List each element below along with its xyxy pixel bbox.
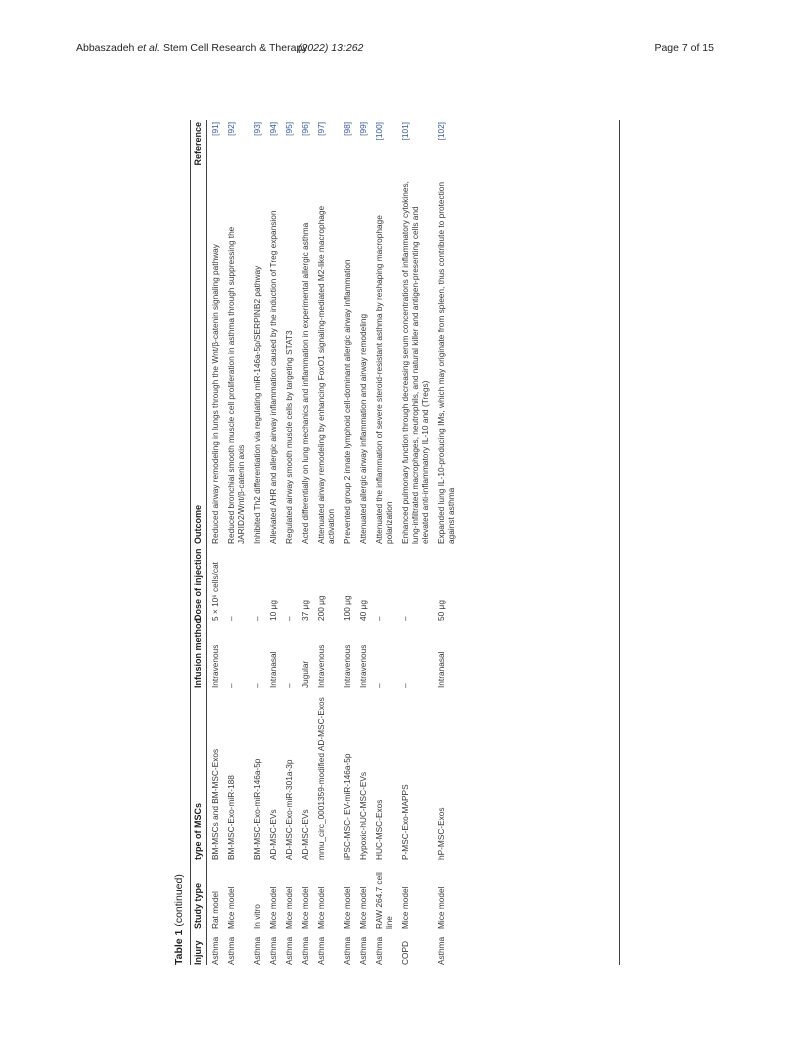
cell-reference-link[interactable]: [95] bbox=[284, 122, 294, 136]
header-etal: et al. bbox=[137, 42, 161, 54]
header-authors: Abbaszadeh bbox=[76, 42, 135, 54]
cell-msc-type: AD-MSC-EVs bbox=[268, 809, 278, 860]
header-journal: Stem Cell Research & Therapy bbox=[163, 42, 308, 54]
cell-study-type: Mice model bbox=[342, 886, 352, 929]
table-row bbox=[397, 120, 433, 965]
cell-msc-type: Hypoxic-hUC-MSC-EVs bbox=[358, 771, 368, 860]
cell-study-type: Mice model bbox=[226, 886, 236, 929]
data-table bbox=[192, 120, 459, 965]
cell-injury: Asthma bbox=[358, 936, 368, 965]
cell-injury: Asthma bbox=[316, 936, 326, 965]
cell-infusion: Intravenous bbox=[358, 644, 368, 688]
cell-injury: Asthma bbox=[226, 936, 236, 965]
table-row bbox=[355, 120, 371, 965]
cell-reference-link[interactable]: [97] bbox=[316, 122, 326, 136]
cell-infusion: Jugular bbox=[300, 660, 310, 688]
cell-msc-type: BM-MSC-Exo-miR-146a-5p bbox=[252, 758, 262, 860]
cell-msc-type: mmu_circ_0001359-modified AD-MSC-Exos bbox=[316, 697, 326, 860]
cell-dose: – bbox=[252, 616, 262, 621]
cell-outcome: Acted differentially on lung mechanics and inflammation in experimental allergic asthma bbox=[300, 222, 310, 544]
cell-reference-link[interactable]: [102] bbox=[436, 122, 446, 141]
cell-outcome: Alleviated AHR and allergic airway inflammation caused by the induction of Treg expansion bbox=[268, 210, 278, 544]
cell-study-type: Mice model bbox=[316, 886, 326, 929]
table-label: Table 1 bbox=[173, 929, 185, 965]
header-year-volume: (2022) 13:262 bbox=[298, 42, 364, 54]
page-number: Page 7 of 15 bbox=[654, 42, 714, 54]
cell-msc-type: HUC-MSC-Exos bbox=[374, 799, 384, 860]
cell-study-type: Mice model bbox=[300, 886, 310, 929]
cell-dose: – bbox=[374, 616, 384, 621]
col-header-type-of-mscs: type of MSCs bbox=[192, 688, 207, 860]
cell-msc-type: iPSC-MSC- EV-miR-146a-5p bbox=[342, 753, 352, 860]
cell-study-type: Mice model bbox=[284, 886, 294, 929]
cell-dose: – bbox=[400, 616, 410, 621]
table-continued: (continued) bbox=[173, 874, 185, 927]
cell-dose: 37 μg bbox=[300, 600, 310, 621]
cell-outcome: Prevented group 2 innate lymphoid cell-dominant allergic airway inflammation bbox=[342, 259, 352, 544]
col-header-infusion-method: Infusion method bbox=[192, 621, 207, 688]
table-row bbox=[223, 120, 249, 965]
cell-reference-link[interactable]: [101] bbox=[400, 122, 410, 141]
cell-injury: Asthma bbox=[210, 936, 220, 965]
table-row bbox=[339, 120, 355, 965]
cell-msc-type: P-MSC-Exo-MAPPS bbox=[400, 784, 410, 860]
cell-study-type: Mice model bbox=[400, 886, 410, 929]
cell-study-type: In vitro bbox=[252, 904, 262, 929]
col-header-reference: Reference bbox=[192, 120, 207, 174]
cell-outcome: Inhibited Th2 differentiation via regulating miR-146a-5p/SERPINB2 pathway bbox=[252, 265, 262, 544]
cell-msc-type: AD-MSC-Exo-miR-301a-3p bbox=[284, 759, 294, 860]
col-header-outcome: Outcome bbox=[192, 174, 207, 544]
cell-outcome: Expanded lung IL-10-producing IMs, which may originate from spleen, thus contribute to protection against asthma bbox=[436, 181, 456, 544]
table-row bbox=[281, 120, 297, 965]
col-header-study-type: Study type bbox=[192, 860, 207, 929]
cell-reference-link[interactable]: [96] bbox=[300, 122, 310, 136]
cell-study-type: RAW 264.7 cell line bbox=[374, 872, 394, 929]
cell-dose: – bbox=[226, 616, 236, 621]
page-header bbox=[76, 42, 714, 56]
cell-reference-link[interactable]: [99] bbox=[358, 122, 368, 136]
cell-dose: – bbox=[284, 616, 294, 621]
cell-infusion: – bbox=[284, 683, 294, 688]
cell-outcome: Attenuated allergic airway inflammation and airway remodeling bbox=[358, 313, 368, 544]
cell-study-type: Mice model bbox=[436, 886, 446, 929]
cell-dose: 50 μg bbox=[436, 600, 446, 621]
cell-injury: Asthma bbox=[374, 936, 384, 965]
cell-injury: Asthma bbox=[284, 936, 294, 965]
cell-injury: Asthma bbox=[342, 936, 352, 965]
table-row bbox=[249, 120, 265, 965]
cell-infusion: Intravenous bbox=[342, 644, 352, 688]
cell-dose: 5 × 10⁶ cells/cat bbox=[210, 562, 220, 621]
table-caption bbox=[173, 874, 189, 965]
cell-infusion: – bbox=[226, 683, 236, 688]
table-row bbox=[313, 120, 339, 965]
cell-dose: 200 μg bbox=[316, 595, 326, 621]
cell-infusion: – bbox=[374, 683, 384, 688]
cell-outcome: Attenuated the inflammation of severe steroid-resistant asthma by reshaping macrophage polarization bbox=[374, 215, 394, 544]
bottom-rule bbox=[619, 120, 620, 965]
table-row bbox=[297, 120, 313, 965]
cell-dose: 10 μg bbox=[268, 600, 278, 621]
cell-reference-link[interactable]: [92] bbox=[226, 122, 236, 136]
cell-infusion: – bbox=[252, 683, 262, 688]
top-rule bbox=[190, 120, 191, 965]
running-head bbox=[76, 42, 308, 54]
table-row bbox=[207, 120, 224, 965]
cell-study-type: Mice model bbox=[358, 886, 368, 929]
cell-outcome: Reduced airway remodeling in lungs through the Wnt/β-catenin signaling pathway bbox=[210, 244, 220, 544]
cell-injury: COPD bbox=[400, 941, 410, 965]
cell-outcome: Attenuated airway remodeling by enhancing FoxO1 signaling-mediated M2-like macrophage activation bbox=[316, 205, 336, 544]
rotated-table-container bbox=[173, 120, 620, 965]
cell-outcome: Regulated airway smooth muscle cells by targeting STAT3 bbox=[284, 330, 294, 544]
cell-infusion: Intranasal bbox=[436, 651, 446, 688]
cell-injury: Asthma bbox=[300, 936, 310, 965]
cell-injury: Asthma bbox=[268, 936, 278, 965]
cell-study-type: Rat model bbox=[210, 891, 220, 929]
cell-infusion: Intravenous bbox=[316, 644, 326, 688]
cell-infusion: Intranasal bbox=[268, 651, 278, 688]
table-row bbox=[371, 120, 397, 965]
cell-infusion: Intravenous bbox=[210, 644, 220, 688]
col-header-dose: Dose of injection bbox=[192, 544, 207, 621]
cell-reference-link[interactable]: [91] bbox=[210, 122, 220, 136]
cell-injury: Asthma bbox=[436, 936, 446, 965]
cell-reference-link[interactable]: [93] bbox=[252, 122, 262, 136]
cell-reference-link[interactable]: [100] bbox=[374, 122, 384, 141]
cell-outcome: Reduced bronchial smooth muscle cell proliferation in asthma through suppressing the JARID2/Wnt/β-catenin axis bbox=[226, 226, 246, 544]
cell-infusion: – bbox=[400, 683, 410, 688]
header-row bbox=[192, 120, 207, 965]
cell-msc-type: BM-MSC-Exo-miR-188 bbox=[226, 775, 236, 860]
cell-outcome: Enhanced pulmonary function through decreasing serum concentrations of inflammatory cytokines, lung-infiltrated macrophages, neutrophils, and natural killer and antigen-presenting cells and elevated anti-inflammatory IL-10 and (Tregs) bbox=[400, 181, 430, 544]
cell-msc-type: AD-MSC-EVs bbox=[300, 809, 310, 860]
cell-msc-type: hP-MSC-Exos bbox=[436, 807, 446, 860]
cell-reference-link[interactable]: [98] bbox=[342, 122, 352, 136]
cell-reference-link[interactable]: [94] bbox=[268, 122, 278, 136]
cell-dose: 100 μg bbox=[342, 595, 352, 621]
cell-dose: 40 μg bbox=[358, 600, 368, 621]
table-row bbox=[265, 120, 281, 965]
col-header-injury: Injury bbox=[192, 929, 207, 965]
cell-msc-type: BM-MSCs and BM-MSC-Exos bbox=[210, 748, 220, 860]
table-row bbox=[433, 120, 459, 965]
cell-injury: Asthma bbox=[252, 936, 262, 965]
cell-study-type: Mice model bbox=[268, 886, 278, 929]
